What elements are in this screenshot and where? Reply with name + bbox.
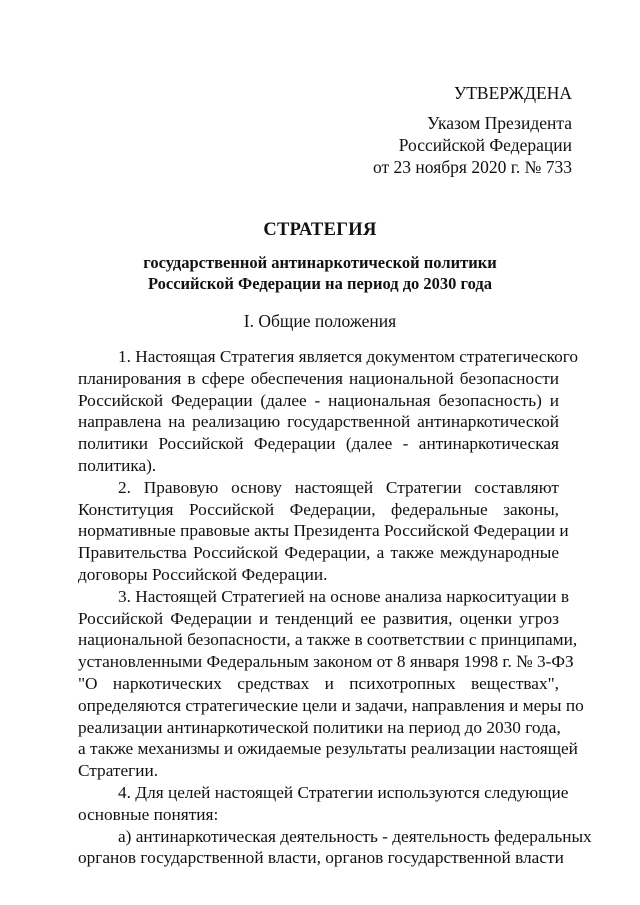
paragraph-line: Стратегии. bbox=[78, 761, 159, 781]
title-subtitle: государственной антинаркотической политики bbox=[143, 253, 497, 272]
paragraph-line: установленными Федеральным законом от 8 января 1998 г. № 3-ФЗ bbox=[78, 652, 574, 672]
paragraph-line: а также механизмы и ожидаемые результаты реализации настоящей bbox=[78, 739, 578, 759]
paragraph-line: направлена на реализацию государственной антинаркотической bbox=[78, 412, 559, 432]
paragraph-line: 2. Правовую основу настоящей Стратегии составляют bbox=[118, 477, 559, 497]
document-title bbox=[0, 218, 640, 294]
paragraph-line: договоры Российской Федерации. bbox=[78, 564, 328, 584]
paragraph-line: 3. Настоящей Стратегией на основе анализа наркоситуации в bbox=[118, 586, 569, 606]
paragraph-line: национальной безопасности, а также в соответствии с принципами, bbox=[78, 630, 578, 650]
paragraph-line: Российской Федерации (далее - национальная безопасность) и bbox=[78, 390, 559, 410]
approval-heading: УТВЕРЖДЕНА bbox=[453, 83, 572, 103]
approval-line: Указом Президента bbox=[427, 113, 572, 133]
paragraph-line: определяются стратегические цели и задачи, направления и меры по bbox=[78, 695, 584, 715]
title-main: СТРАТЕГИЯ bbox=[263, 220, 377, 240]
paragraph-line: Конституция Российской Федерации, федеральные законы, bbox=[78, 499, 559, 519]
paragraph-line: нормативные правовые акты Президента Российской Федерации и bbox=[78, 521, 569, 541]
title-subtitle: Российской Федерации на период до 2030 года bbox=[147, 274, 493, 293]
paragraph-line: а) антинаркотическая деятельность - деятельность федеральных bbox=[118, 826, 592, 846]
approval-line: Российской Федерации bbox=[398, 135, 572, 155]
approval-line: от 23 ноября 2020 г. № 733 bbox=[373, 157, 572, 177]
paragraph bbox=[78, 826, 592, 870]
document-body bbox=[78, 346, 592, 869]
paragraph-line: основные понятия: bbox=[78, 804, 219, 824]
paragraph-line: Правительства Российской Федерации, а также международные bbox=[78, 543, 559, 563]
paragraph bbox=[78, 586, 584, 782]
paragraph-line: 4. Для целей настоящей Стратегии используются следующие bbox=[118, 782, 569, 802]
paragraph-line: органов государственной власти, органов государственной власти bbox=[78, 848, 564, 868]
paragraph bbox=[78, 782, 569, 826]
paragraph-line: реализации антинаркотической политики на период до 2030 года, bbox=[78, 717, 561, 737]
paragraph-line: Российской Федерации и тенденций ее развития, оценки угроз bbox=[78, 608, 559, 628]
section-heading: I. Общие положения bbox=[243, 311, 397, 331]
approval-block bbox=[372, 82, 572, 178]
paragraph bbox=[78, 346, 579, 477]
paragraph-line: "О наркотических средствах и психотропных веществах", bbox=[78, 673, 559, 693]
paragraph-line: политики Российской Федерации (далее - антинаркотическая bbox=[78, 434, 559, 454]
paragraph-line: политика). bbox=[78, 455, 157, 475]
paragraph bbox=[78, 477, 569, 586]
paragraph-line: планирования в сфере обеспечения национальной безопасности bbox=[78, 368, 559, 388]
paragraph-line: 1. Настоящая Стратегия является документом стратегического bbox=[118, 347, 579, 366]
